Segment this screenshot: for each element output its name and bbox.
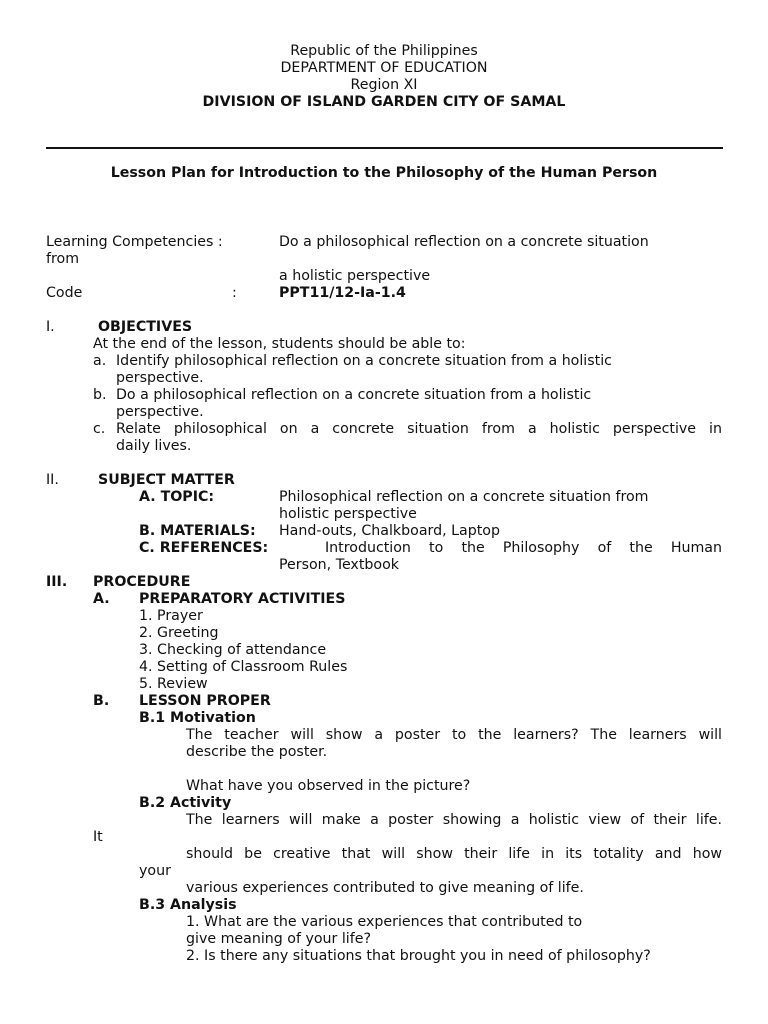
prep-item: 3. Checking of attendance [139, 642, 327, 658]
objective-c-marker: c. [93, 421, 106, 437]
objective-a-line1: Identify philosophical reflection on a concrete situation from a holistic [116, 353, 612, 369]
activity-wrap1: It [93, 829, 103, 845]
lesson-plan-title: Lesson Plan for Introduction to the Philosophy of the Human Person [110, 165, 658, 181]
motivation-question: What have you observed in the picture? [186, 778, 471, 794]
prep-item: 5. Review [139, 676, 208, 692]
analysis-line1: 1. What are the various experiences that contributed to [186, 914, 583, 930]
code-colon: : [232, 285, 237, 301]
objective-b-marker: b. [93, 387, 107, 403]
activity-heading: B.2 Activity [139, 795, 232, 811]
objectives-heading: OBJECTIVES [98, 319, 193, 335]
objective-a-line2: perspective. [116, 370, 204, 386]
analysis-heading: B.3 Analysis [139, 897, 237, 913]
objective-c-line2: daily lives. [116, 438, 192, 454]
prep-item: 1. Prayer [139, 608, 203, 624]
objective-a-marker: a. [93, 353, 107, 369]
subject-number: II. [46, 472, 59, 488]
objective-b-line1: Do a philosophical reflection on a concrete situation from a holistic [116, 387, 592, 403]
objective-c-line1: Relate philosophical on a concrete situation from a holistic perspective in [116, 421, 722, 437]
objective-b-line2: perspective. [116, 404, 204, 420]
competencies-line2: a holistic perspective [279, 268, 431, 284]
activity-line2: should be creative that will show their life in its totality and how [186, 846, 722, 862]
motivation-line2: describe the poster. [186, 744, 328, 760]
references-line1: Introduction to the Philosophy of the Human [325, 540, 722, 556]
references-line2: Person, Textbook [279, 557, 399, 573]
header-republic: Republic of the Philippines [290, 43, 478, 59]
activity-line1: The learners will make a poster showing a holistic view of their life. [186, 812, 722, 828]
lesson-proper-heading: LESSON PROPER [139, 693, 271, 709]
analysis-line2: give meaning of your life? [186, 931, 371, 947]
header-division: DIVISION OF ISLAND GARDEN CITY OF SAMAL [202, 94, 566, 110]
objectives-number: I. [46, 319, 55, 335]
prep-marker: A. [93, 591, 110, 607]
objectives-intro: At the end of the lesson, students should be able to: [93, 336, 466, 352]
prep-heading: PREPARATORY ACTIVITIES [139, 591, 346, 607]
materials-value: Hand-outs, Chalkboard, Laptop [279, 523, 500, 539]
procedure-heading: PROCEDURE [93, 574, 191, 590]
topic-line1: Philosophical reflection on a concrete situation from [279, 489, 649, 505]
topic-label: A. TOPIC: [139, 489, 215, 505]
code-value: PPT11/12-Ia-1.4 [279, 285, 406, 301]
subject-heading: SUBJECT MATTER [98, 472, 235, 488]
activity-line3: various experiences contributed to give meaning of life. [186, 880, 584, 896]
activity-wrap2: your [139, 863, 171, 879]
procedure-number: III. [46, 574, 68, 590]
competencies-line1: Do a philosophical reflection on a concrete situation [279, 234, 649, 250]
motivation-heading: B.1 Motivation [139, 710, 256, 726]
code-label: Code [46, 285, 83, 301]
references-label: C. REFERENCES: [139, 540, 269, 556]
competencies-label: Learning Competencies : [46, 234, 223, 250]
topic-line2: holistic perspective [279, 506, 417, 522]
prep-item: 2. Greeting [139, 625, 219, 641]
header-region: Region XI [350, 77, 418, 93]
analysis-line3: 2. Is there any situations that brought you in need of philosophy? [186, 948, 651, 964]
competencies-wrap: from [46, 251, 80, 267]
header-divider [46, 147, 723, 149]
lesson-proper-marker: B. [93, 693, 110, 709]
prep-item: 4. Setting of Classroom Rules [139, 659, 348, 675]
materials-label: B. MATERIALS: [139, 523, 256, 539]
motivation-line1: The teacher will show a poster to the learners? The learners will [186, 727, 722, 743]
header-department: DEPARTMENT OF EDUCATION [280, 60, 488, 76]
